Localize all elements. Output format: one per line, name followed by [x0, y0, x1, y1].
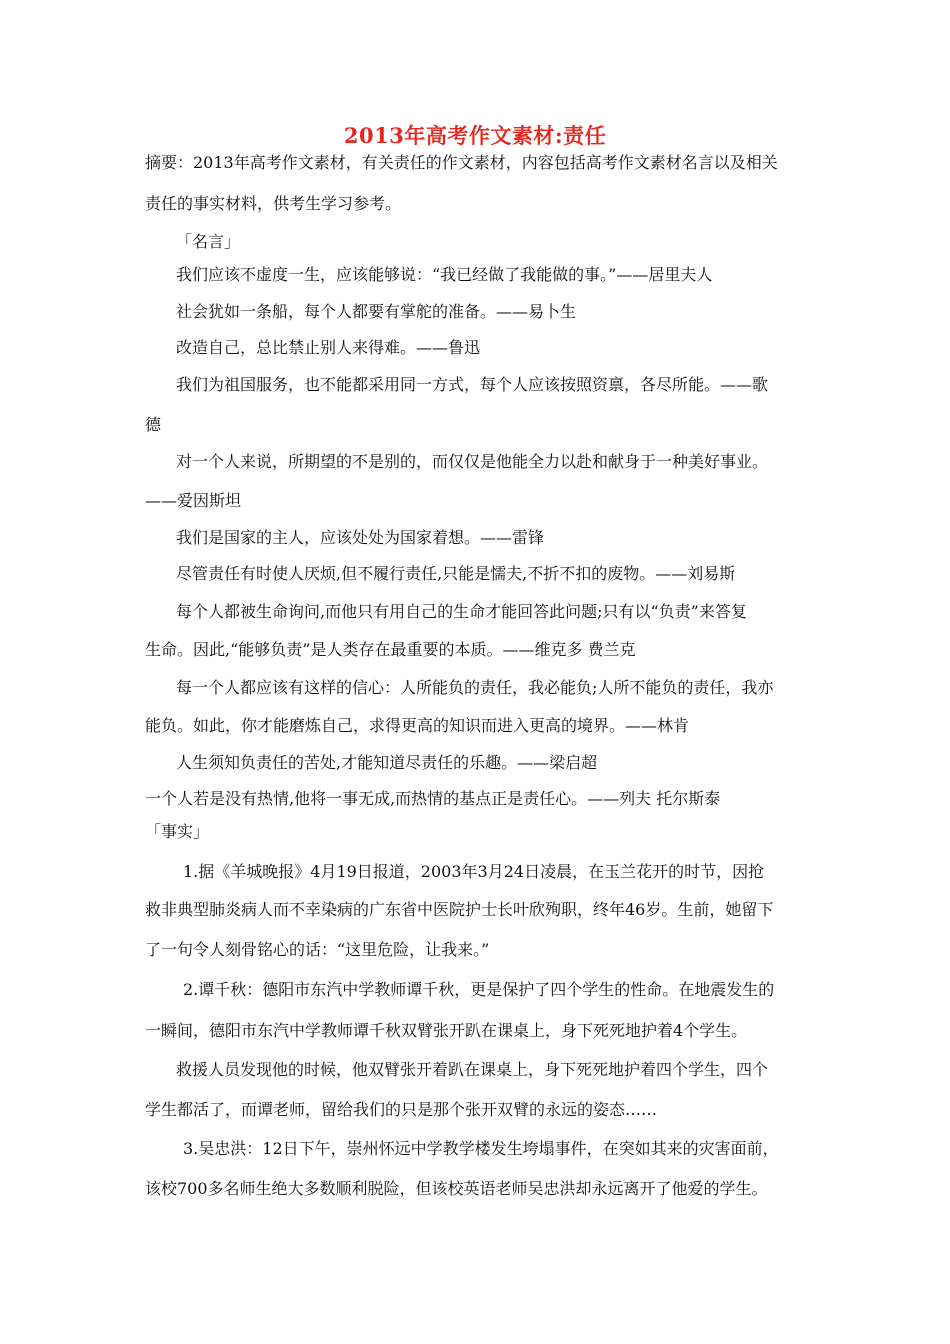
- fact-line: 救非典型肺炎病人而不幸染病的广东省中医院护士长叶欣殉职，终年46岁。生前，她留下: [145, 900, 774, 919]
- fact-line: 3.吴忠洪：12日下午，崇州怀远中学教学楼发生垮塌事件，在突如其来的灾害面前，: [183, 1139, 779, 1158]
- quote-line: 我们是国家的主人，应该处处为国家着想。——雷锋: [176, 528, 545, 547]
- fact-line: 救援人员发现他的时候，他双臂张开着趴在课桌上，身下死死地护着四个学生，四个: [176, 1060, 769, 1079]
- fact-line: 该校700多名师生绝大多数顺利脱险，但该校英语老师吴忠洪却永远离开了他爱的学生。: [145, 1179, 768, 1198]
- quote-line: 每一个人都应该有这样的信心：人所能负的责任，我必能负;人所不能负的责任，我亦: [176, 678, 774, 697]
- quote-line: 尽管责任有时使人厌烦,但不履行责任,只能是懦夫,不折不扣的废物。——刘易斯: [176, 564, 736, 583]
- facts-heading: 「事实」: [145, 822, 210, 841]
- quote-line: 一个人若是没有热情,他将一事无成,而热情的基点正是责任心。——列夫 托尔斯泰: [145, 789, 721, 808]
- quote-line: 改造自己，总比禁止别人来得难。——鲁迅: [176, 338, 481, 357]
- fact-line: 了一句令人刻骨铭心的话：“这里危险，让我来。”: [145, 940, 490, 959]
- quote-line: 生命。因此,“能够负责”是人类存在最重要的本质。——维克多 费兰克: [145, 640, 636, 659]
- fact-line: 一瞬间，德阳市东汽中学教师谭千秋双臂张开趴在课桌上，身下死死地护着4个学生。: [145, 1021, 748, 1040]
- fact-line: 1.据《羊城晚报》4月19日报道，2003年3月24日凌晨，在玉兰花开的时节，因抢: [183, 862, 765, 881]
- fact-line: 2.谭千秋：德阳市东汽中学教师谭千秋，更是保护了四个学生的性命。在地震发生的: [183, 980, 775, 999]
- abstract-line: 摘要：2013年高考作文素材，有关责任的作文素材，内容包括高考作文素材名言以及相关: [145, 153, 778, 172]
- quote-line: ——爱因斯坦: [145, 491, 242, 510]
- abstract-line: 责任的事实材料，供考生学习参考。: [145, 194, 402, 213]
- quote-line: 我们为祖国服务，也不能都采用同一方式，每个人应该按照资禀，各尽所能。——歌: [176, 375, 769, 394]
- quote-line: 社会犹如一条船，每个人都要有掌舵的准备。——易卜生: [176, 302, 577, 321]
- quote-line: 人生须知负责任的苦处,才能知道尽责任的乐趣。——梁启超: [176, 753, 598, 772]
- quote-line: 能负。如此，你才能磨炼自己，求得更高的知识而进入更高的境界。——林肯: [145, 716, 690, 735]
- quote-line: 对一个人来说，所期望的不是别的，而仅仅是他能全力以赴和献身于一种美好事业。: [176, 452, 769, 471]
- fact-line: 学生都活了，而谭老师，留给我们的只是那个张开双臂的永远的姿态……: [145, 1100, 658, 1119]
- quote-line: 德: [145, 415, 162, 434]
- quote-line: 每个人都被生命询问,而他只有用自己的生命才能回答此问题;只有以“负责”来答复: [176, 602, 747, 621]
- quotes-heading: 「名言」: [176, 232, 241, 251]
- quote-line: 我们应该不虚度一生，应该能够说：“我已经做了我能做的事。”——居里夫人: [176, 265, 713, 284]
- document-title: 2013年高考作文素材:责任: [343, 123, 607, 148]
